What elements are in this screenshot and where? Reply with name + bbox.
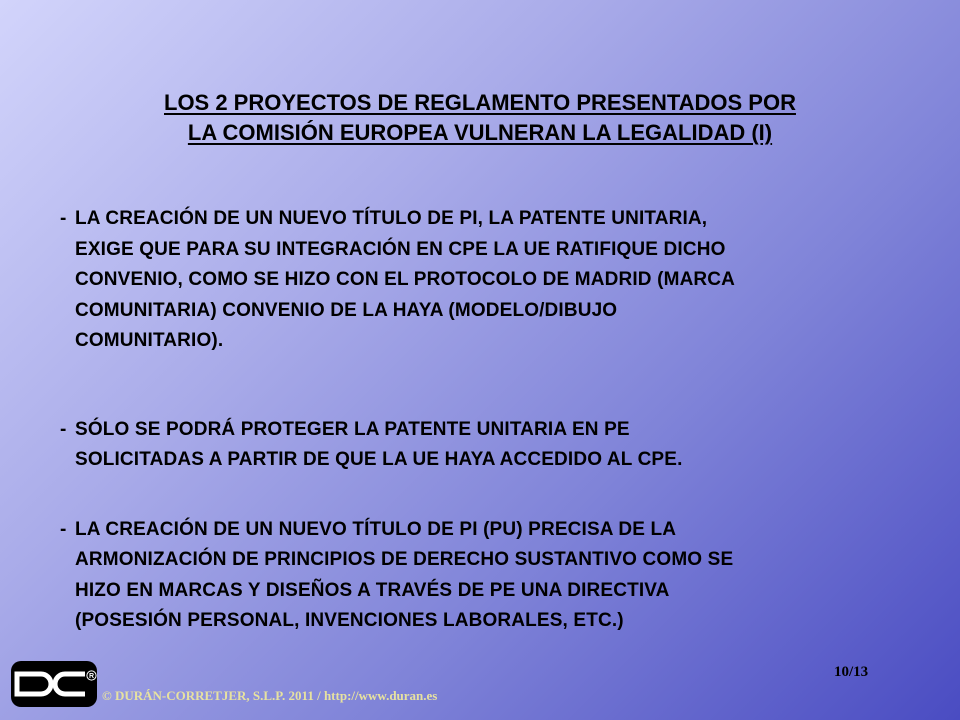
bullet-2-line-2: SOLICITADAS A PARTIR DE QUE LA UE HAYA ACCEDIDO AL CPE. (75, 449, 683, 470)
bullet-2-line-1: SÓLO SE PODRÁ PROTEGER LA PATENTE UNITARIA EN PE (75, 418, 630, 440)
registered-mark-icon (86, 670, 97, 681)
bullet-item-2 (60, 415, 920, 476)
slide-title-line-1: LOS 2 PROYECTOS DE REGLAMENTO PRESENTADOS POR (164, 90, 796, 115)
bullet-1-line-2: EXIGE QUE PARA SU INTEGRACIÓN EN CPE LA UE RATIFIQUE DICHO (75, 238, 726, 260)
company-logo (11, 661, 97, 707)
svg-text:R: R (88, 673, 95, 680)
page-number: 10/13 (834, 664, 869, 680)
bullet-3-line-2: ARMONIZACIÓN DE PRINCIPIOS DE DERECHO SUSTANTIVO COMO SE (75, 549, 734, 570)
bullet-list (60, 204, 920, 637)
bullet-1-line-4: COMUNITARIA) CONVENIO DE LA HAYA (MODELO/DIBUJO (75, 299, 618, 321)
bullet-dash: - (60, 208, 67, 229)
bullet-1-line-1: LA CREACIÓN DE UN NUEVO TÍTULO DE PI, LA PATENTE UNITARIA, (75, 208, 708, 229)
bullet-1-line-5: COMUNITARIO). (75, 330, 224, 351)
bullet-dash: - (60, 418, 67, 440)
bullet-dash: - (60, 518, 67, 540)
dc-logo-icon (11, 661, 97, 707)
slide-title (60, 88, 900, 148)
bullet-3-line-4: (POSESIÓN PERSONAL, INVENCIONES LABORALES, ETC.) (75, 610, 624, 631)
bullet-3-line-3: HIZO EN MARCAS Y DISEÑOS A TRAVÉS DE PE UNA DIRECTIVA (75, 579, 670, 601)
bullet-3-line-1: LA CREACIÓN DE UN NUEVO TÍTULO DE PI (PU) PRECISA DE LA (75, 518, 677, 540)
bullet-item-3 (60, 515, 920, 637)
bullet-item-1 (60, 204, 920, 357)
copyright-notice: © DURÁN-CORRETJER, S.L.P. 2011 / http://www.duran.es (102, 688, 438, 703)
slide-title-line-2: LA COMISIÓN EUROPEA VULNERAN LA LEGALIDAD (I) (187, 120, 773, 145)
bullet-1-line-3: CONVENIO, COMO SE HIZO CON EL PROTOCOLO DE MADRID (MARCA (75, 269, 736, 290)
